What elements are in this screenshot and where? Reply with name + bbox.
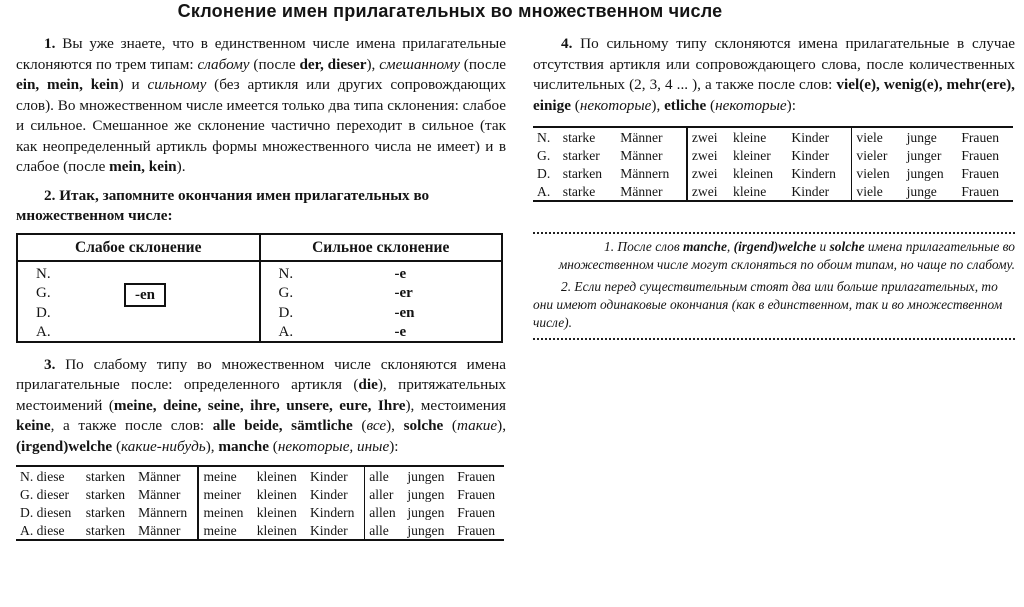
text-run: ( (112, 437, 122, 455)
table-cell: alle (365, 521, 404, 540)
table-cell: Frauen (961, 147, 1000, 163)
table-cell: starke (562, 129, 596, 145)
strong-declension-column (259, 235, 502, 341)
table-cell: zwei (687, 182, 729, 201)
table-cell: Frauen (457, 468, 495, 484)
table-cell: jungen (906, 165, 944, 181)
table-cell: Frauen (457, 486, 495, 502)
table-cell: zwei (687, 146, 729, 164)
italic-run: некоторые, иные (277, 437, 390, 455)
italic-run: некоторые (579, 96, 652, 114)
case-label: A. (36, 324, 51, 340)
table-cell: Kinder (309, 486, 348, 502)
table-row (533, 164, 1013, 182)
text-run: ), (386, 417, 404, 434)
bold-run: 4. (561, 35, 581, 52)
table-cell: Männer (138, 486, 181, 502)
text-run: , (726, 239, 734, 254)
table-cell: kleinen (256, 522, 297, 538)
table-cell: jungen (407, 522, 445, 538)
table-cell: junge (906, 183, 937, 199)
strong-examples-table (533, 126, 1013, 202)
text-run: , а также после слов: (50, 417, 213, 434)
text-run: имена прилагательные во множественном числе могут склоняться по обоим типам, но чаще по слабому. (558, 239, 1015, 272)
table-row (16, 503, 504, 521)
table-cell: kleiner (733, 147, 771, 163)
text-run: ), (366, 55, 380, 73)
text-run: ( (570, 96, 580, 114)
bold-run: 1. (44, 35, 63, 52)
table-cell: Kinder (791, 129, 830, 145)
table-cell: A. (537, 183, 551, 199)
text-run: ( (269, 437, 278, 455)
table-cell: vielen (852, 164, 903, 182)
italic-run: все (366, 417, 387, 434)
table-cell: kleine (733, 129, 767, 145)
table-cell: Frauen (961, 165, 1000, 181)
table-cell: meine (198, 466, 252, 485)
strong-ending: -er (394, 285, 413, 301)
text-run: Вы уже знаете, что в единственном числе имена прилагательные склоняются по трем типам: (16, 35, 506, 73)
text-run: ( (443, 417, 457, 434)
text-run: ) и (118, 76, 148, 93)
table-cell: starken (85, 468, 126, 484)
table-cell: Frauen (457, 504, 495, 520)
endings-table (16, 233, 503, 343)
table-cell: viele (852, 127, 903, 146)
table-cell: Kindern (791, 165, 836, 181)
note-1 (533, 238, 1015, 274)
table-cell: vieler (852, 146, 903, 164)
table-cell: allen (365, 503, 404, 521)
weak-declension-column (18, 235, 259, 341)
notes-block (533, 232, 1015, 340)
table-cell: junge (906, 129, 937, 145)
weak-declension-header: Слабое склонение (18, 235, 259, 262)
table-cell: Frauen (961, 129, 1000, 145)
table-cell: kleinen (256, 486, 297, 502)
section-2-heading: 2. Итак, запомните окончания имен прилагательных во множественном числе: (16, 186, 430, 224)
weak-examples-table (16, 465, 504, 541)
table-cell: Männern (620, 165, 670, 181)
strong-declension-header: Сильное склонение (261, 235, 502, 262)
table-cell: meinen (198, 503, 252, 521)
weak-ending-box: -en (124, 283, 166, 307)
table-cell: Kinder (309, 522, 348, 538)
table-cell: jungen (407, 468, 445, 484)
text-run: и (816, 239, 830, 254)
bold-run: mein, kein (109, 158, 177, 175)
table-cell: meine (198, 521, 252, 540)
table-cell: jungen (407, 486, 445, 502)
table-cell: zwei (687, 127, 729, 146)
text-run: ), (497, 417, 506, 434)
left-column (16, 34, 506, 541)
italic-run: сильному (147, 76, 207, 93)
table-cell: G. (537, 147, 551, 163)
table-cell: starker (562, 147, 600, 163)
section-1-text (16, 34, 506, 178)
bold-run: 3. (44, 355, 66, 373)
table-cell: Kinder (791, 147, 830, 163)
table-cell: starken (85, 486, 126, 502)
italic-run: такие (456, 417, 498, 434)
table-cell: Kinder (791, 183, 830, 199)
text-run: ), местоимения (405, 396, 507, 414)
text-run: ), притяжательных местоимений ( (16, 376, 506, 414)
table-row (16, 466, 504, 485)
table-cell: starke (562, 183, 596, 199)
case-label: G. (36, 285, 51, 301)
table-cell: aller (365, 485, 404, 503)
case-label: A. (278, 324, 294, 340)
bold-run: viel(e), wenig(e), mehr(ere), einige (533, 76, 1015, 114)
table-row (16, 521, 504, 540)
table-cell: Kindern (309, 504, 355, 520)
strong-endings (395, 265, 415, 343)
table-cell: Frauen (457, 522, 495, 538)
text-run: 2. Если перед существительным стоят два или больше прилагательных, то они имеют одинаковые окончания (как в единственном, так и во множественном числе). (533, 279, 1003, 330)
table-cell: junger (906, 147, 942, 163)
text-run: ): (786, 96, 796, 114)
bold-run: (irgend)welche (16, 437, 113, 455)
bold-run: alle beide, sämtliche (212, 417, 353, 434)
italic-run: какие-нибудь (121, 437, 206, 455)
table-cell: Männer (620, 183, 663, 199)
case-label: D. (36, 304, 51, 321)
case-label: N. (278, 265, 294, 282)
case-label: N. (36, 265, 51, 282)
table-cell: Männer (620, 129, 663, 145)
text-run: По сильному типу склоняются имена прилагательные в случае отсутствия артикля или сопровождающего слова, после количественных числительных (2, 3, 4 ... ), а также после слов: (533, 35, 1015, 93)
italic-run: слабому (197, 55, 250, 73)
strong-ending: -e (394, 265, 407, 282)
table-cell: Frauen (961, 183, 1000, 199)
bold-run: meine, deine, seine, ihre, unsere, eure, Ihre (113, 396, 406, 414)
bold-run: solche (403, 417, 444, 434)
strong-ending: -en (394, 304, 415, 321)
table-cell: starken (562, 165, 603, 181)
weak-cases (36, 265, 51, 343)
right-column (533, 34, 1015, 340)
table-cell: starken (85, 504, 126, 520)
bold-run: manche (218, 437, 269, 455)
bold-run: etliche (664, 96, 707, 114)
case-label: G. (278, 285, 294, 301)
table-cell: Männer (620, 147, 663, 163)
text-run: ): (389, 437, 399, 455)
table-cell: starken (85, 522, 126, 538)
text-run: (без артикля или других сопровождающих слов). Во множественном числе имеется только два типа склонения: слабое и сильное. Смешанное же склонение частично переходит в сильное (так как неопределенный артикль формы множественного числа не имеет) и в слабое (после (16, 76, 506, 175)
table-cell: D. diesen (20, 504, 72, 520)
table-cell: alle (365, 466, 404, 485)
table-cell: A. diese (20, 522, 65, 538)
section-3-text (16, 355, 506, 458)
table-cell: viele (852, 182, 903, 201)
table-row (533, 127, 1013, 146)
table-cell: D. (537, 165, 551, 181)
table-cell: Kinder (309, 468, 348, 484)
text-run: ( (352, 417, 367, 434)
table-cell: kleine (733, 183, 767, 199)
table-cell: G. dieser (20, 486, 70, 502)
table-cell: kleinen (256, 468, 297, 484)
table-cell: Männer (138, 522, 181, 538)
text-run: (после (459, 55, 507, 73)
table-cell: meiner (198, 485, 252, 503)
text-run: 1. После слов (604, 239, 683, 254)
bold-run: keine (16, 417, 51, 434)
table-cell: jungen (407, 504, 445, 520)
bold-run: manche (683, 239, 727, 254)
note-2 (533, 278, 1015, 332)
case-label: D. (278, 304, 294, 321)
text-run: ), (205, 437, 219, 455)
page-title: Склонение имен прилагательных во множественном числе (177, 1, 723, 21)
strong-ending: -e (394, 324, 407, 340)
text-run: ( (706, 96, 716, 114)
table-row (533, 146, 1013, 164)
bold-run: solche (829, 239, 865, 254)
strong-cases (279, 265, 294, 343)
bold-run: der, dieser (299, 55, 367, 73)
italic-run: смешанному (379, 55, 460, 73)
bold-run: ein, mein, kein (16, 76, 119, 93)
table-cell: N. (537, 129, 551, 145)
text-run: (после (249, 55, 300, 73)
table-cell: kleinen (733, 165, 774, 181)
table-row (16, 485, 504, 503)
bold-run: die (358, 376, 378, 393)
bold-run: (irgend)welche (733, 239, 817, 254)
italic-run: некоторые (715, 96, 787, 114)
table-cell: Männer (138, 468, 181, 484)
text-run: ). (176, 158, 186, 175)
table-row (533, 182, 1013, 201)
text-run: По слабому типу во множественном числе склоняются имена прилагательные после: определенного артикля ( (16, 355, 506, 393)
table-cell: Männern (138, 504, 188, 520)
section-4-text (533, 34, 1015, 116)
table-cell: kleinen (256, 504, 297, 520)
table-cell: N. diese (20, 468, 65, 484)
table-cell: zwei (687, 164, 729, 182)
text-run: ), (651, 96, 665, 114)
